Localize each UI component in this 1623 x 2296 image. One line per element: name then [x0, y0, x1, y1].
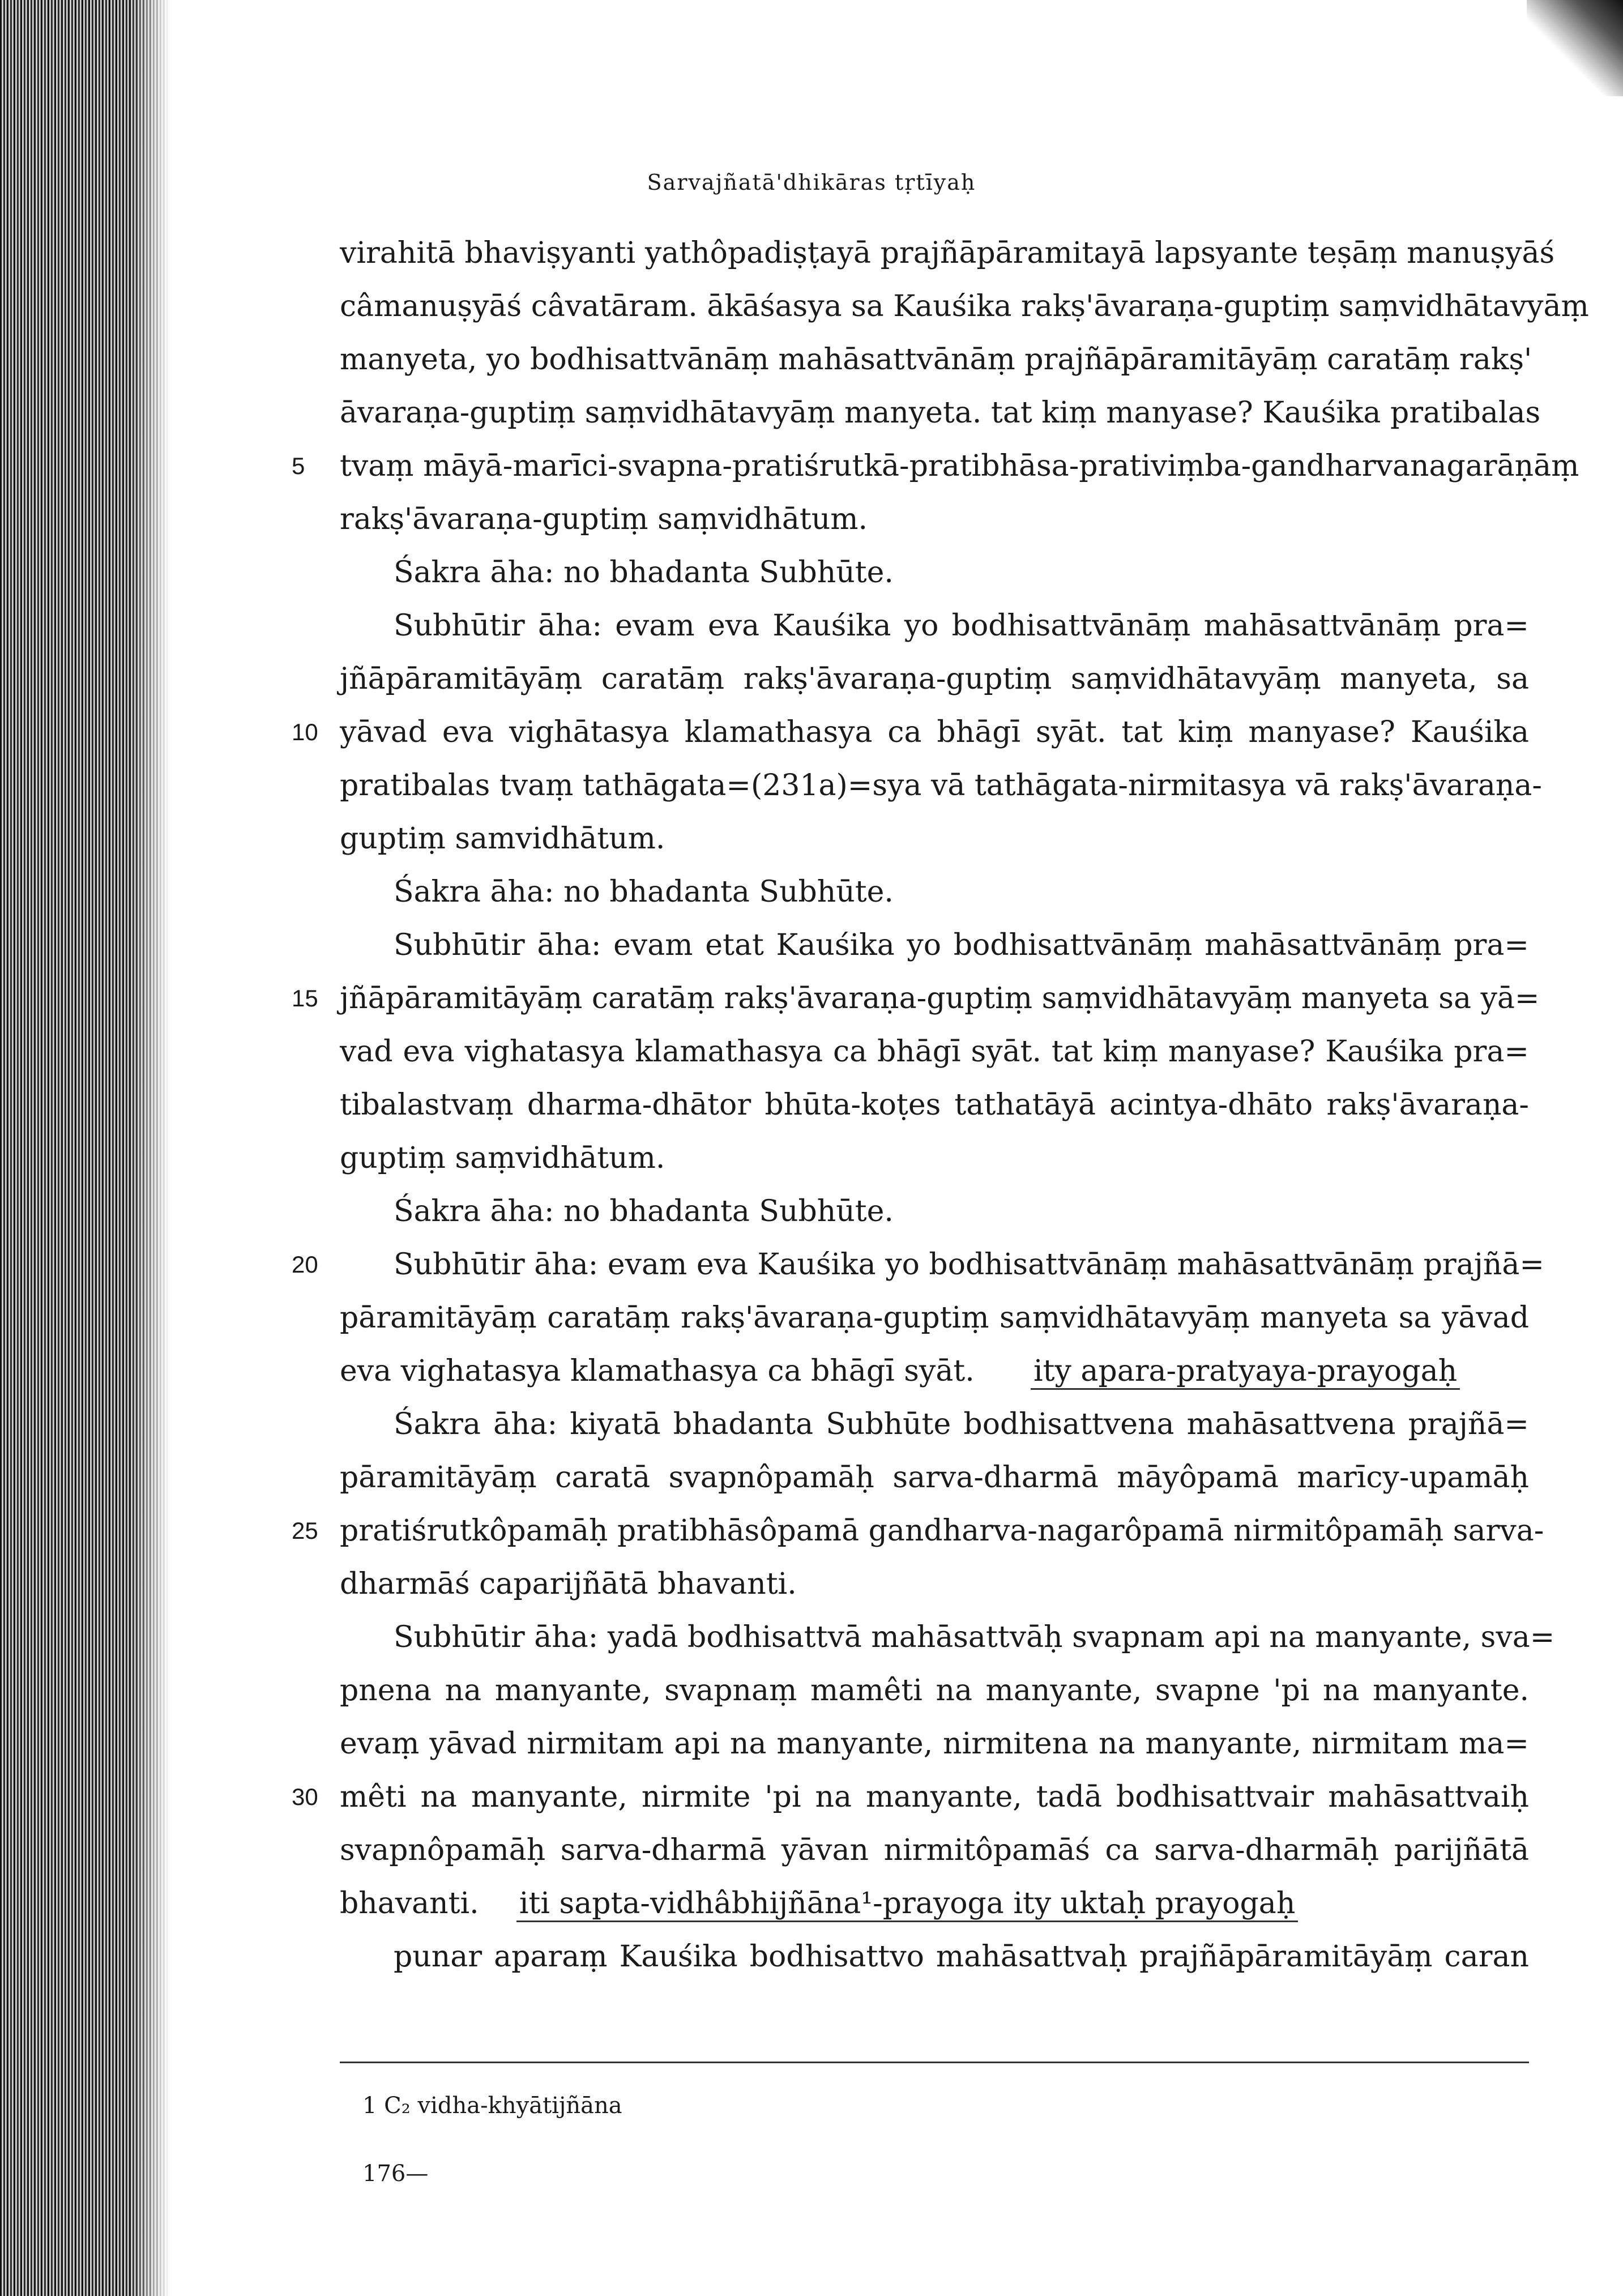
footnote-divider: [340, 2062, 1529, 2063]
text-line: svapnôpamāḥ sarva-dharmā yāvan nirmitôpamāś ca sarva-dharmāḥ parijñātā: [340, 1833, 1529, 1867]
running-header: Sarvajñatā'dhikāras tṛtīyaḥ: [647, 170, 976, 195]
text-line: rakṣ'āvaraṇa-guptiṃ saṃvidhātum.: [340, 502, 868, 536]
main-text: [292, 227, 1589, 1983]
text-line: pāramitāyāṃ caratāṃ rakṣ'āvaraṇa-guptiṃ saṃvidhātavyāṃ manyeta sa yāvad: [340, 1301, 1529, 1335]
text-line: virahitā bhaviṣyanti yathôpadiṣṭayā prajñāpāramitayā lapsyante teṣāṃ manuṣyāś: [340, 236, 1555, 270]
text-line: jñāpāramitāyāṃ caratāṃ rakṣ'āvaraṇa-guptiṃ saṃvidhātavyāṃ manyeta, sa: [340, 662, 1529, 696]
line-number: 25: [292, 1517, 318, 1544]
binding-shadow: [130, 0, 170, 2296]
text-line: eva vighatasya klamathasya ca bhāgī syāt. ity apara-pratyaya-prayogaḥ: [340, 1345, 1529, 1398]
text-line: tibalastvaṃ dharma-dhātor bhūta-koṭes tathatāyā acintya-dhāto rakṣ'āvaraṇa-: [340, 1088, 1529, 1122]
section-colophon: ity apara-pratyaya-prayogaḥ: [1031, 1354, 1460, 1390]
text-line: Śakra āha: kiyatā bhadanta Subhūte bodhisattvena mahāsattvena prajñā=: [394, 1407, 1529, 1441]
page-number: 176—: [362, 2161, 429, 2187]
footnote: 1 C₂ vidha-khyātijñāna: [362, 2093, 622, 2119]
text-line: câmanuṣyāś câvatāram. ākāśasya sa Kauśika rakṣ'āvaraṇa-guptiṃ saṃvidhātavyāṃ: [340, 289, 1589, 323]
text-line: punar aparaṃ Kauśika bodhisattvo mahāsattvaḥ prajñāpāramitāyāṃ caran: [394, 1940, 1529, 1974]
text-line: bhavanti. iti sapta-vidhâbhijñāna¹-prayoga ity uktaḥ prayogaḥ: [340, 1877, 1529, 1930]
text-line: 30 mêti na manyante, nirmite 'pi na manyante, tadā bodhisattvair mahāsattvaiḥ: [340, 1770, 1529, 1824]
text-line: 20 Subhūtir āha: evam eva Kauśika yo bodhisattvānāṃ mahāsattvānāṃ prajñā=: [340, 1238, 1529, 1291]
text-line: guptiṃ saṃvidhātum.: [340, 1141, 665, 1175]
corner-shadow: [1527, 0, 1623, 96]
text-line: 15 jñāpāramitāyāṃ caratāṃ rakṣ'āvaraṇa-guptiṃ saṃvidhātavyāṃ manyeta sa yā=: [340, 972, 1529, 1025]
text-line: 25 pratiśrutkôpamāḥ pratibhāsôpamā gandharva-nagarôpamā nirmitôpamāḥ sarva-: [340, 1504, 1529, 1557]
text-line: pratibalas tvaṃ tathāgata=(231a)=sya vā tathāgata-nirmitasya vā rakṣ'āvaraṇa-: [340, 769, 1542, 803]
text-line: Śakra āha: no bhadanta Subhūte.: [394, 1194, 894, 1228]
line-number: 30: [292, 1783, 318, 1810]
line-number: 15: [292, 985, 318, 1012]
text-line: Subhūtir āha: evam eva Kauśika yo bodhisattvānāṃ mahāsattvānāṃ pra=: [394, 609, 1529, 643]
text-line: dharmāś caparijñātā bhavanti.: [340, 1567, 797, 1601]
line-number: 20: [292, 1251, 318, 1278]
text-line: vad eva vighatasya klamathasya ca bhāgī syāt. tat kiṃ manyase? Kauśika pra=: [340, 1035, 1529, 1069]
text-line: pāramitāyāṃ caratā svapnôpamāḥ sarva-dharmā māyôpamā marīcy-upamāḥ: [340, 1461, 1529, 1495]
section-colophon: iti sapta-vidhâbhijñāna¹-prayoga ity uktaḥ prayogaḥ: [516, 1887, 1298, 1922]
text-line: Śakra āha: no bhadanta Subhūte.: [394, 556, 894, 590]
text-line: pnena na manyante, svapnaṃ mamêti na manyante, svapne 'pi na manyante.: [340, 1674, 1529, 1708]
line-number: 5: [292, 453, 305, 479]
text-line: manyeta, yo bodhisattvānāṃ mahāsattvānāṃ prajñāpāramitāyāṃ caratāṃ rakṣ': [340, 343, 1532, 377]
text-line: Subhūtir āha: evam etat Kauśika yo bodhisattvānāṃ mahāsattvānāṃ pra=: [394, 928, 1529, 962]
text-line: 10 yāvad eva vighātasya klamathasya ca bhāgī syāt. tat kiṃ manyase? Kauśika: [340, 706, 1529, 759]
line-number: 10: [292, 719, 318, 745]
text-line: Śakra āha: no bhadanta Subhūte.: [394, 875, 894, 909]
text-line: Subhūtir āha: yadā bodhisattvā mahāsattvāḥ svapnam api na manyante, sva=: [394, 1620, 1555, 1654]
text-line: 5 tvaṃ māyā-marīci-svapna-pratiśrutkā-pratibhāsa-prativiṃba-gandharvanagarāṇāṃ: [340, 439, 1529, 493]
text-line: evaṃ yāvad nirmitam api na manyante, nirmitena na manyante, nirmitam ma=: [340, 1727, 1529, 1761]
text-line: guptiṃ samvidhātum.: [340, 822, 665, 856]
text-line: āvaraṇa-guptiṃ saṃvidhātavyāṃ manyeta. tat kiṃ manyase? Kauśika pratibalas: [340, 396, 1541, 430]
